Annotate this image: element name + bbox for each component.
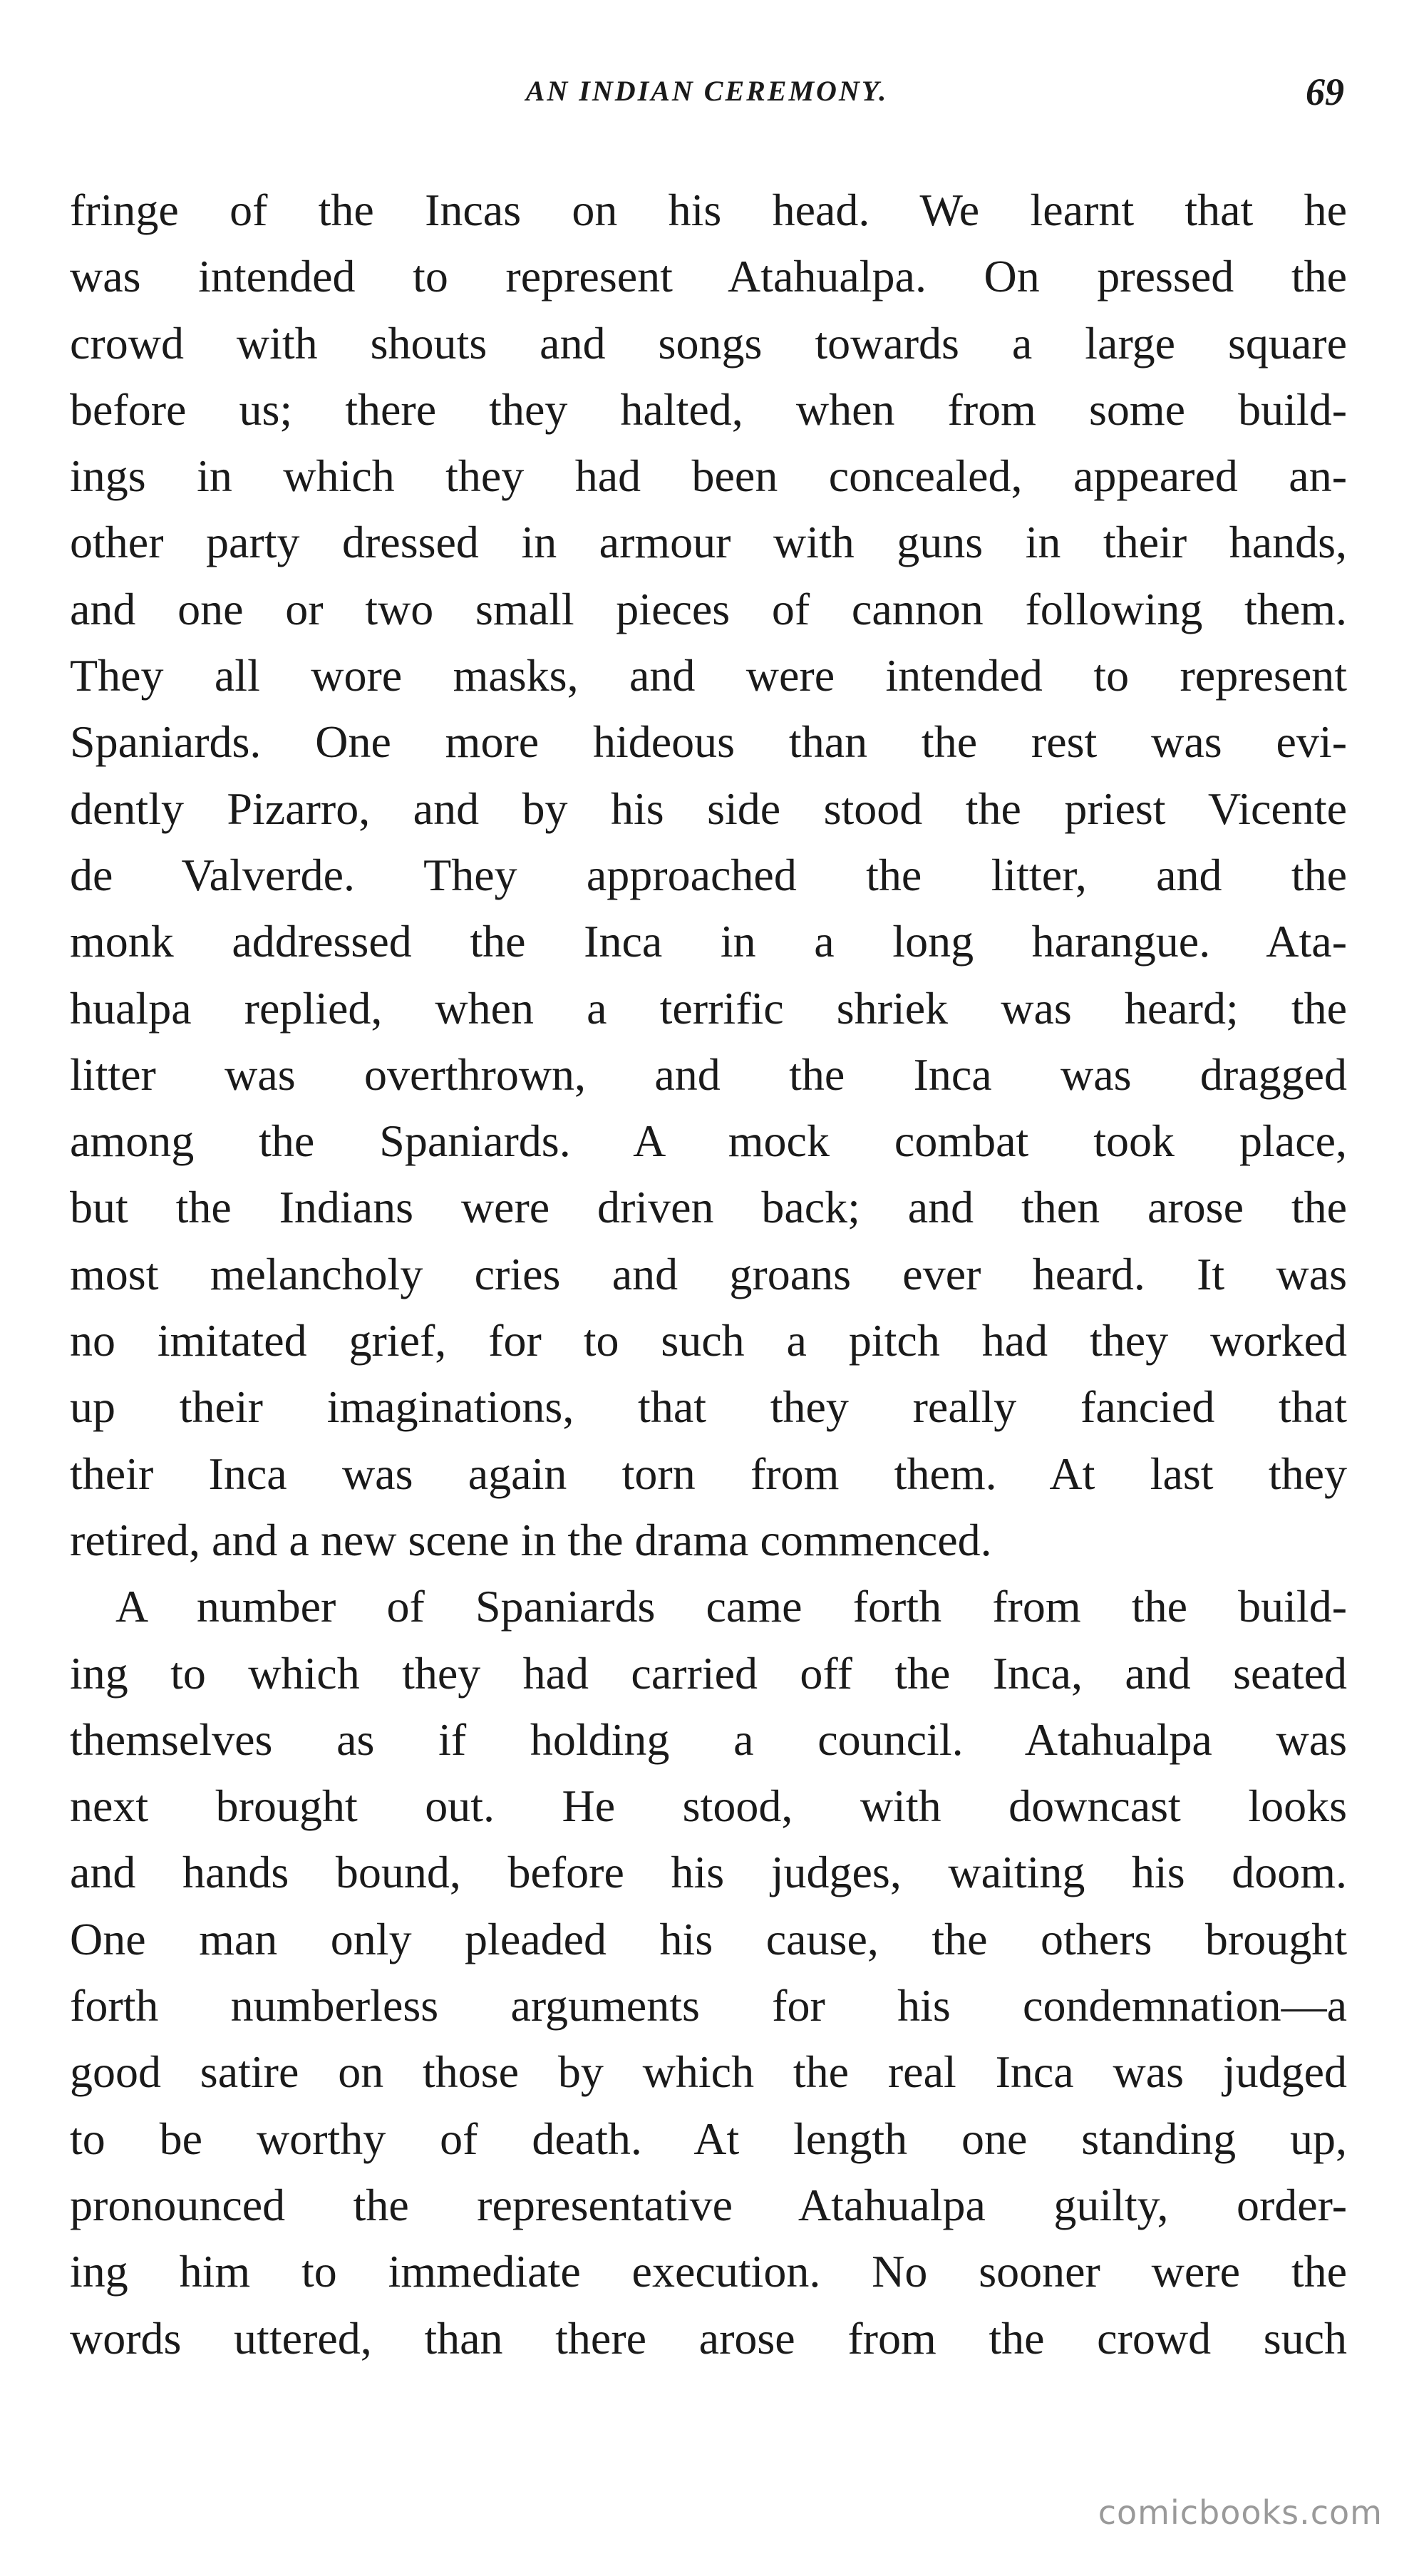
text-line: ings in which they had been concealed, appeared an- xyxy=(70,450,1347,502)
paragraph xyxy=(70,177,1347,1573)
text-line: themselves as if holding a council. Atahualpa was xyxy=(70,1714,1347,1765)
text-line: litter was overthrown, and the Inca was dragged xyxy=(70,1049,1347,1100)
text-line: dently Pizarro, and by his side stood the priest Vicente xyxy=(70,783,1347,834)
text-line: hualpa replied, when a terrific shriek was heard; the xyxy=(70,982,1347,1034)
text-line: their Inca was again torn from them. At last they xyxy=(70,1448,1347,1499)
text-line: ing to which they had carried off the Inca, and seated xyxy=(70,1647,1347,1699)
text-line: up their imaginations, that they really fancied that xyxy=(70,1381,1347,1433)
text-line: fringe of the Incas on his head. We learnt that he xyxy=(70,185,1347,235)
text-line: good satire on those by which the real Inca was judged xyxy=(70,2046,1347,2098)
text-line: forth numberless arguments for his condemnation—a xyxy=(70,1980,1347,2031)
text-line: but the Indians were driven back; and then arose the xyxy=(70,1182,1347,1233)
page-header xyxy=(70,70,1344,120)
body-text xyxy=(70,177,1347,2371)
text-line: most melancholy cries and groans ever heard. It was xyxy=(70,1248,1347,1299)
text-line: monk addressed the Inca in a long harangue. Ata- xyxy=(70,916,1347,967)
text-line: Spaniards. One more hideous than the rest was evi- xyxy=(70,716,1347,768)
text-line: They all wore masks, and were intended to represent xyxy=(70,650,1347,701)
text-line: de Valverde. They approached the litter, and the xyxy=(70,849,1347,900)
text-line: before us; there they halted, when from some build- xyxy=(70,383,1347,435)
text-line: other party dressed in armour with guns in their hands, xyxy=(70,517,1347,568)
text-line: was intended to represent Atahualpa. On pressed the xyxy=(70,251,1347,302)
text-line: crowd with shouts and songs towards a large square xyxy=(70,317,1347,369)
text-line: no imitated grief, for to such a pitch had they worked xyxy=(70,1315,1347,1366)
text-line: and hands bound, before his judges, waiting his doom. xyxy=(70,1847,1347,1898)
text-line: retired, and a new scene in the drama commenced. xyxy=(70,1514,992,1565)
page-number: 69 xyxy=(1306,71,1344,113)
text-line: words uttered, than there arose from the crowd such xyxy=(70,2312,1347,2364)
running-head: AN INDIAN CEREMONY. xyxy=(525,75,889,107)
paragraph xyxy=(70,1573,1347,2371)
text-line: and one or two small pieces of cannon following them. xyxy=(70,583,1347,634)
text-line: to be worthy of death. At length one standing up, xyxy=(70,2113,1347,2164)
text-line: next brought out. He stood, with downcast looks xyxy=(70,1781,1347,1832)
text-line: A number of Spaniards came forth from the build- xyxy=(115,1581,1347,1632)
text-line: among the Spaniards. A mock combat took place, xyxy=(70,1116,1347,1167)
text-line: One man only pleaded his cause, the others brought xyxy=(70,1913,1347,1964)
watermark: comicbooks.com xyxy=(1098,2493,1383,2532)
text-line: ing him to immediate execution. No sooner were the xyxy=(70,2246,1347,2297)
text-line: pronounced the representative Atahualpa guilty, order- xyxy=(70,2179,1347,2230)
